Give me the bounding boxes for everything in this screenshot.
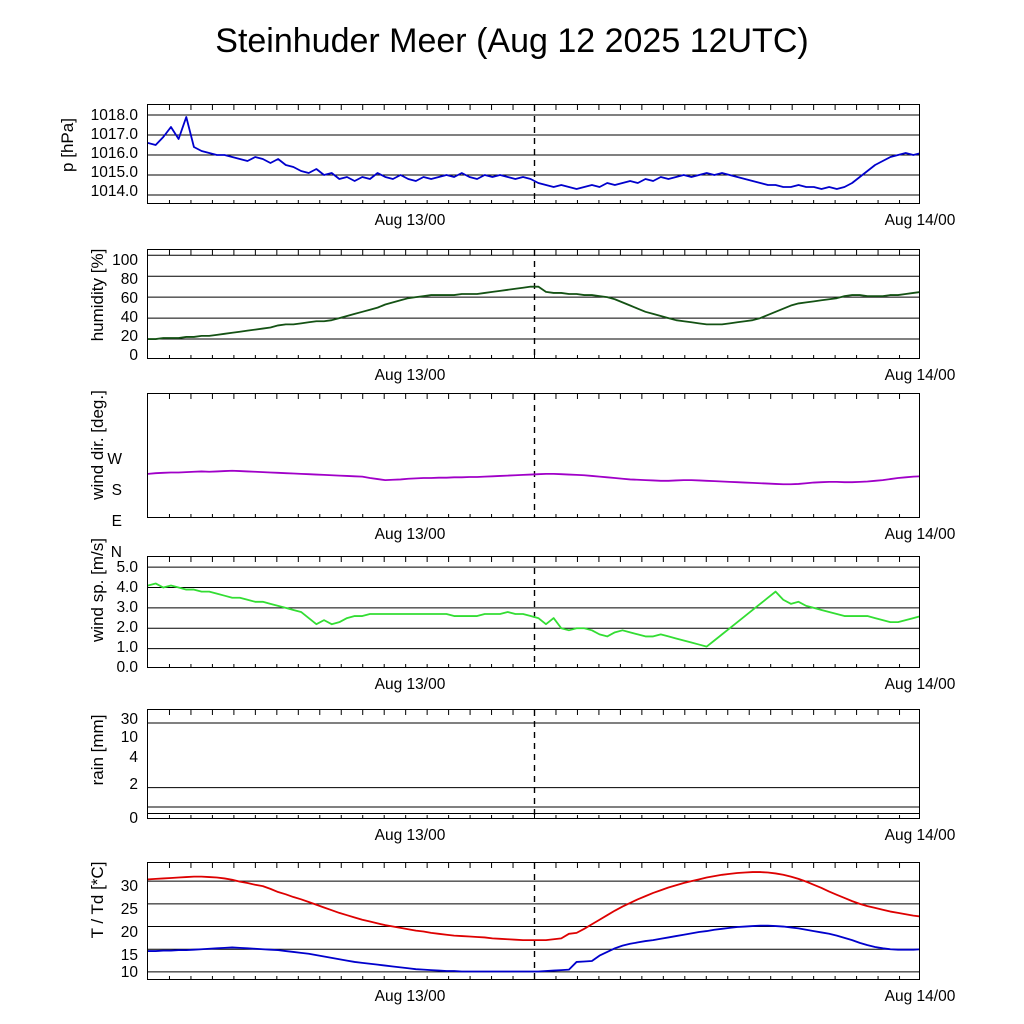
- page-title: Steinhuder Meer (Aug 12 2025 12UTC): [215, 22, 809, 60]
- ytick-temp-4: 30: [120, 878, 138, 895]
- plot-temperature-svg: [148, 863, 920, 980]
- ytick-humidity-1: 20: [120, 328, 138, 345]
- ytick-temp-3: 25: [120, 901, 138, 918]
- ytick-windsp-3: 3.0: [116, 599, 138, 616]
- ytick-pressure-2: 1016.0: [90, 145, 138, 162]
- xtick-winddir-0: Aug 13/00: [374, 526, 446, 543]
- ytick-windsp-1: 1.0: [116, 639, 138, 656]
- xtick-pressure-0: Aug 13/00: [374, 212, 446, 229]
- ytick-rain-0: 0: [129, 810, 138, 827]
- ytick-rain-1: 2: [129, 776, 138, 793]
- plot-temperature: [147, 862, 920, 980]
- ytick-temp-2: 20: [120, 924, 138, 941]
- ytick-rain-2: 4: [129, 749, 138, 766]
- xtick-humidity-1: Aug 14/00: [884, 367, 956, 384]
- xtick-windsp-0: Aug 13/00: [374, 676, 446, 693]
- ytick-temp-0: 10: [120, 964, 138, 981]
- ylabel-rain: rain [mm]: [88, 714, 107, 786]
- plot-wind-direction: [147, 393, 920, 518]
- plot-pressure-svg: [148, 105, 920, 204]
- xtick-rain-0: Aug 13/00: [374, 827, 446, 844]
- xtick-rain-1: Aug 14/00: [884, 827, 956, 844]
- ytick-rain-4: 30: [120, 711, 138, 728]
- plot-rain-svg: [148, 710, 920, 819]
- ytick-winddir-3: W: [107, 451, 122, 468]
- ytick-humidity-2: 40: [120, 309, 138, 326]
- ytick-temp-1: 15: [120, 947, 138, 964]
- xtick-temp-0: Aug 13/00: [374, 988, 446, 1005]
- ytick-winddir-2: S: [111, 482, 122, 499]
- ytick-humidity-5: 100: [112, 252, 138, 269]
- ytick-humidity-3: 60: [120, 290, 138, 307]
- ytick-windsp-5: 5.0: [116, 559, 138, 576]
- ytick-pressure-4: 1018.0: [90, 107, 138, 124]
- ylabel-pressure: p [hPa]: [58, 118, 77, 172]
- xtick-temp-1: Aug 14/00: [884, 988, 956, 1005]
- plot-humidity-svg: [148, 250, 920, 359]
- ytick-humidity-0: 0: [129, 347, 138, 364]
- ytick-rain-3: 10: [120, 729, 138, 746]
- plot-wind-speed: [147, 556, 920, 668]
- ytick-pressure-3: 1017.0: [90, 126, 138, 143]
- xtick-windsp-1: Aug 14/00: [884, 676, 956, 693]
- ytick-windsp-2: 2.0: [116, 619, 138, 636]
- ytick-humidity-4: 80: [120, 271, 138, 288]
- ylabel-humidity: humidity [%]: [88, 248, 107, 342]
- plot-humidity: [147, 249, 920, 359]
- ylabel-wind-direction: wind dir. [deg.]: [88, 390, 107, 500]
- ylabel-temperature: T / Td [*C]: [88, 861, 107, 939]
- ytick-windsp-0: 0.0: [116, 659, 138, 676]
- xtick-pressure-1: Aug 14/00: [884, 212, 956, 229]
- plot-pressure: [147, 104, 920, 204]
- ytick-pressure-1: 1015.0: [90, 164, 138, 181]
- ytick-winddir-0: N: [110, 544, 122, 561]
- plot-wind-speed-svg: [148, 557, 920, 668]
- plot-rain: [147, 709, 920, 819]
- ytick-winddir-1: E: [111, 513, 122, 530]
- xtick-humidity-0: Aug 13/00: [374, 367, 446, 384]
- ytick-windsp-4: 4.0: [116, 579, 138, 596]
- ylabel-wind-speed: wind sp. [m/s]: [88, 538, 107, 642]
- xtick-winddir-1: Aug 14/00: [884, 526, 956, 543]
- plot-wind-direction-svg: [148, 394, 920, 518]
- ytick-pressure-0: 1014.0: [90, 183, 138, 200]
